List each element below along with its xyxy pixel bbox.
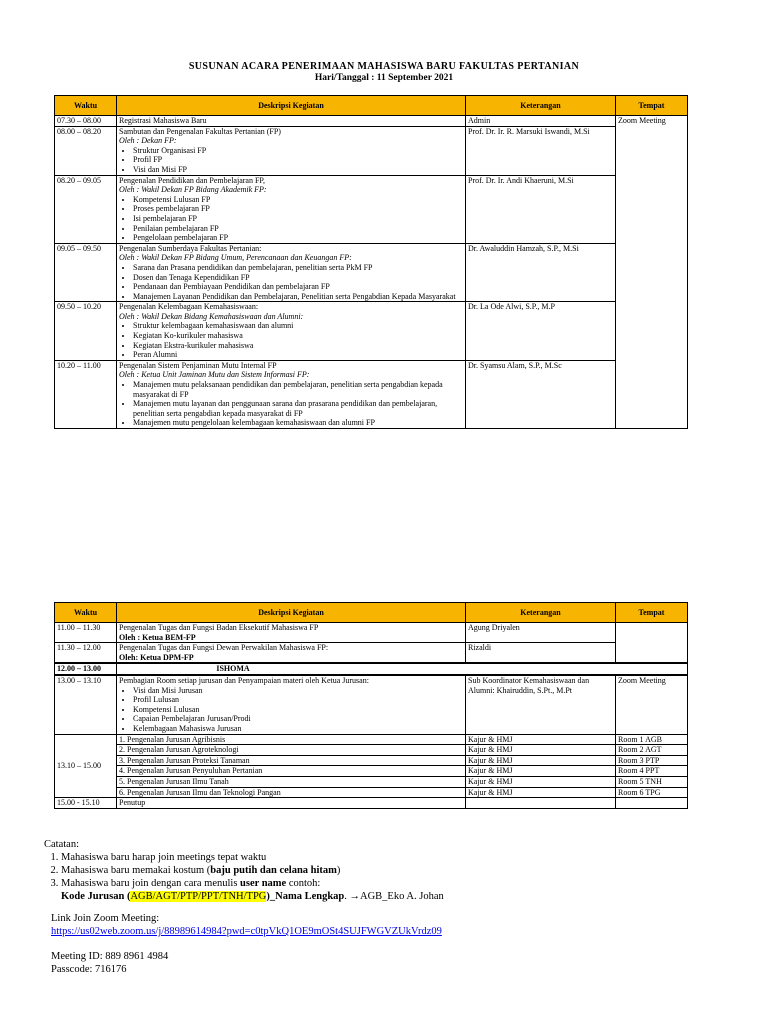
row-note: Dr. Syamsu Alam, S.P., M.Sc [466,360,616,428]
table-row [55,745,688,756]
table-row [55,302,688,361]
row-note: Dr. Awaluddin Hamzah, S.P., M.Si [466,243,616,302]
row-note: Rizaldi [466,643,616,664]
table-row [55,623,688,643]
row-description: Penutup [117,798,466,809]
list-item: • Profil Lulusan [133,695,463,705]
row-time: 11.30 – 12.00 [55,643,117,664]
row-time: 09.50 – 10.20 [55,302,117,361]
row-description [117,116,466,127]
row-place: Zoom Meeting [616,675,688,734]
row-note: Kajur & HMJ [466,776,616,787]
row-presenter: Oleh : Ketua BEM-FP [119,632,196,642]
column-header-note: Keterangan [466,603,616,623]
row-description [117,643,466,664]
arrow-icon: . → [344,891,361,902]
list-item: • Sarana dan Prasana pendidikan dan pembelajaran, penelitian serta PkM FP [133,263,463,273]
row-description [117,360,466,428]
document-title: SUSUNAN ACARA PENERIMAAN MAHASISWA BARU FAKULTAS PERTANIAN [188,61,580,72]
list-item: • Penilaian pembelajaran FP [133,224,463,234]
dept-name: 4. Pengenalan Jurusan Penyuluhan Pertanian [117,766,466,777]
topic-list [119,321,463,359]
dept-name: 6. Pengenalan Jurusan Ilmu dan Teknologi Pangan [117,787,466,798]
username-label: Kode Jurusan [61,891,125,902]
row-note: Kajur & HMJ [466,745,616,756]
dept-name: 1. Pengenalan Jurusan Agribisnis [117,734,466,745]
username-example: AGB_Eko A. Johan [360,891,444,902]
meeting-id: Meeting ID: 889 8961 4984 [51,951,169,962]
list-item: • Profil FP [133,155,463,165]
list-item [61,864,744,877]
list-item: • Struktur kelembagaan kemahasiswaan dan alumni [133,321,463,331]
table-row [55,116,688,127]
list-item: • Visi dan Misi FP [133,165,463,175]
topic-list [119,146,463,175]
topic-list [119,380,463,428]
note-text: Mahasiswa baru join dengan cara menulis [61,878,241,889]
row-note: Kajur & HMJ [466,755,616,766]
row-time: 10.20 – 11.00 [55,360,117,428]
table-row [55,126,688,175]
row-note: Agung Driyalen [466,623,616,643]
dept-name: 3. Pengenalan Jurusan Proteksi Tanaman [117,755,466,766]
row-title: Pengenalan Pendidikan dan Pembelajaran FP, [119,175,265,185]
dept-name: 5. Pengenalan Jurusan Ilmu Tanah [117,776,466,787]
list-item: • Pengelolaan pembelajaran FP [133,233,463,243]
topic-list [119,195,463,243]
column-header-description: Deskripsi Kegiatan [117,603,466,623]
dept-name: 2. Pengenalan Jurusan Agroteknologi [117,745,466,756]
list-item: • Capaian Pembelajaran Jurusan/Prodi [133,714,463,724]
row-time: 07.30 – 08.00 [55,116,117,127]
list-item: 1. Mahasiswa baru harap join meetings tepat waktu [61,851,744,864]
row-presenter: Oleh : Wakil Dekan FP Bidang Umum, Perencanaan dan Keuangan FP: [119,253,352,263]
note-text: ) [336,865,341,876]
row-time: 13.10 – 15.00 [55,734,117,798]
passcode: Passcode: 716176 [51,964,127,975]
row-note [466,798,616,809]
note-emphasis: user name [240,878,287,889]
row-title: Pengenalan Sumberdaya Fakultas Pertanian: [119,243,262,253]
table-row [55,734,688,745]
row-time: 13.00 – 13.10 [55,675,117,734]
list-item: • Kegiatan Ekstra-kurikuler mahasiswa [133,341,463,351]
schedule-table-morning [54,95,688,429]
list-item: • Kompetensi Lulusan FP [133,195,463,205]
notes-heading: Catatan: [44,839,79,850]
row-place [616,623,688,664]
row-presenter: Oleh : Wakil Dekan Bidang Kemahasiswaan dan Alumni: [119,311,304,321]
table-row [55,798,688,809]
list-item: • Manajemen Layanan Pendidikan dan Pembelajaran, Penelitian serta Pengabdian Kepada Masyarakat [133,292,463,302]
table-header-row [55,603,688,623]
username-paren: ( [126,891,131,902]
row-room: Room 2 AGT [616,745,688,756]
row-room: Room 6 TPG [616,787,688,798]
column-header-place: Tempat [616,96,688,116]
row-presenter: Oleh : Dekan FP: [119,136,177,146]
row-note: Kajur & HMJ [466,766,616,777]
username-format [44,890,744,903]
zoom-link-section [51,912,442,938]
table-row [55,360,688,428]
row-presenter: Oleh : Wakil Dekan FP Bidang Akademik FP: [119,185,267,195]
topic-list [119,686,463,734]
table-header-row [55,96,688,116]
row-place: Zoom Meeting [616,116,688,429]
table-row [55,243,688,302]
department-codes: AGB/AGT/PTP/PPT/TNH/TPG [130,891,267,902]
row-title: Pengenalan Sistem Penjaminan Mutu Internal FP [119,360,277,370]
row-time: 08.00 – 08.20 [55,126,117,175]
row-note: Sub Koordinator Kemahasiswaan dan Alumni: Khairuddin, S.Pt., M.Pt [466,675,616,734]
note-text: contoh: [286,878,321,889]
list-item [61,877,744,890]
row-note: Prof. Dr. Ir. R. Marsuki Iswandi, M.Si [466,126,616,175]
row-note: Kajur & HMJ [466,787,616,798]
row-title: Registrasi Mahasiswa Baru [119,116,207,125]
username-suffix: )_Nama Lengkap [266,891,345,902]
row-time: 09.05 – 09.50 [55,243,117,302]
topic-list [119,263,463,301]
table-row [55,755,688,766]
list-item: • Struktur Organisasi FP [133,146,463,156]
table-row [55,766,688,777]
row-description [117,623,466,643]
row-presenter: Oleh: Ketua DPM-FP [119,652,194,662]
row-note: Prof. Dr. Ir. Andi Khaeruni, M.Si [466,175,616,243]
column-header-note: Keterangan [466,96,616,116]
list-item: • Isi pembelajaran FP [133,214,463,224]
list-item: • Manajemen mutu layanan dan penggunaan sarana dan prasarana pendidikan dan pembelajaran, penelitian serta pengabdian kepada masyarakat di FP [133,399,463,418]
column-header-time: Waktu [55,603,117,623]
row-title: Pembagian Room setiap jurusan dan Penyampaian materi oleh Ketua Jurusan: [119,675,369,685]
row-room: Room 3 PTP [616,755,688,766]
row-description [117,243,466,302]
row-note: Kajur & HMJ [466,734,616,745]
list-item: • Kelembagaan Mahasiswa Jurusan [133,724,463,734]
row-room: Room 5 TNH [616,776,688,787]
date-line: Hari/Tanggal : 11 September 2021 [314,73,454,83]
row-note: Admin [466,116,616,127]
notes-section [44,838,744,903]
zoom-link-label: Link Join Zoom Meeting: [51,913,160,924]
table-row [55,643,688,664]
row-title: Pengenalan Kelembagaan Kemahasiswaan: [119,302,259,312]
row-time: 11.00 – 11.30 [55,623,117,643]
list-item: • Proses pembelajaran FP [133,204,463,214]
row-room: Room 4 PPT [616,766,688,777]
note-emphasis: baju putih dan celana hitam [210,865,337,876]
zoom-link[interactable]: https://us02web.zoom.us/j/88989614984?pwd=c0tpVkQ1OE9mOSt4SUJFWGVZUkVrdz09 [51,926,442,937]
list-item: • Peran Alumni [133,350,463,360]
list-item: • Manajemen mutu pelaksanaan pendidikan dan pembelajaran, penelitian serta pengabdian kepada masyarakat di FP [133,380,463,399]
row-description [117,675,466,734]
row-description [117,175,466,243]
row-time: 15.00 - 15.10 [55,798,117,809]
list-item: • Kompetensi Lulusan [133,705,463,715]
notes-list [44,851,744,890]
list-item: • Pendanaan dan Pembiayaan Pendidikan dan pembelajaran FP [133,282,463,292]
table-row [55,776,688,787]
row-place [616,798,688,809]
row-note: Dr. La Ode Alwi, S.P., M.P [466,302,616,361]
column-header-description: Deskripsi Kegiatan [117,96,466,116]
row-title: Pengenalan Tugas dan Fungsi Dewan Perwakilan Mahasiswa FP: [119,643,329,653]
break-label: ISHOMA [117,663,688,675]
row-room: Room 1 AGB [616,734,688,745]
row-presenter: Oleh : Ketua Unit Jaminan Mutu dan Sistem Informasi FP: [119,370,310,380]
table-row-break [55,663,688,675]
row-title: Sambutan dan Pengenalan Fakultas Pertanian (FP) [119,126,281,136]
list-item: • Visi dan Misi Jurusan [133,686,463,696]
schedule-table-afternoon [54,602,688,809]
column-header-time: Waktu [55,96,117,116]
list-item: • Dosen dan Tenaga Kependidikan FP [133,273,463,283]
column-header-place: Tempat [616,603,688,623]
meeting-info [51,950,168,976]
list-item: • Manajemen mutu pengelolaan kelembagaan kemahasiswaan dan alumni FP [133,418,463,428]
row-description [117,302,466,361]
row-time: 12.00 – 13.00 [55,663,117,675]
note-text: Mahasiswa baru memakai kostum ( [61,865,211,876]
row-title: Pengenalan Tugas dan Fungsi Badan Eksekutif Mahasiswa FP [119,623,319,632]
row-time: 08.20 – 09.05 [55,175,117,243]
row-description [117,126,466,175]
table-row [55,675,688,734]
table-row [55,787,688,798]
table-row [55,175,688,243]
list-item: • Kegiatan Ko-kurikuler mahasiswa [133,331,463,341]
